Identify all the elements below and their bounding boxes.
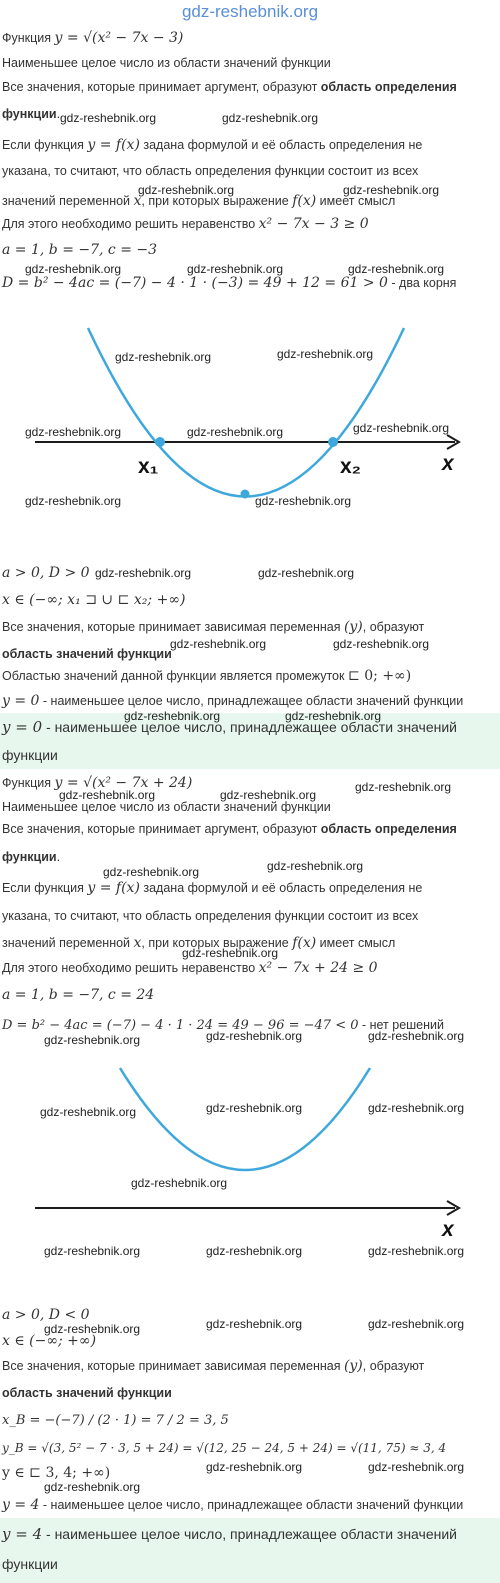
- p2-if-line1: Если функция y = f(x) задана формулой и её область определения не: [2, 880, 423, 896]
- p2-domain-line1: Все значения, которые принимает аргумент, образуют область определения: [2, 822, 457, 836]
- p2-yb: y_B = √(3, 5² − 7 · 3, 5 + 24) = √(12, 25 − 24, 5 + 24) = √(11, 75) ≈ 3, 4: [2, 1441, 447, 1455]
- p1-vertex: [241, 490, 250, 499]
- watermark: gdz-reshebnik.org: [348, 262, 445, 276]
- p1-coefficients: a = 1, b = −7, c = −3: [2, 242, 158, 258]
- p2-parabola: [120, 1068, 370, 1170]
- p1-final-answer-box: y = 0 - наименьшее целое число, принадлежащее области значений функции: [0, 713, 500, 769]
- p2-coefficients: a = 1, b = −7, c = 24: [2, 987, 155, 1003]
- watermark: gdz-reshebnik.org: [131, 1176, 228, 1190]
- watermark: gdz-reshebnik.org: [368, 1244, 465, 1258]
- watermark: gdz-reshebnik.org: [170, 637, 267, 651]
- p2-task: Наименьшее целое число из области значений функции: [2, 800, 331, 814]
- watermark: gdz-reshebnik.org: [206, 1460, 303, 1474]
- watermark: gdz-reshebnik.org: [222, 111, 319, 125]
- watermark: gdz-reshebnik.org: [59, 788, 156, 802]
- watermark: gdz-reshebnik.org: [206, 1101, 303, 1115]
- p2-parabola-graph: [0, 1060, 500, 1240]
- p1-domain-line2: функции.: [2, 107, 61, 121]
- watermark: gdz-reshebnik.org: [44, 1480, 141, 1494]
- p2-condition: a > 0, D < 0: [2, 1307, 90, 1323]
- p2-label-x: x: [442, 1218, 454, 1240]
- watermark: gdz-reshebnik.org: [258, 566, 355, 580]
- watermark: gdz-reshebnik.org: [368, 1101, 465, 1115]
- watermark: gdz-reshebnik.org: [277, 347, 374, 361]
- p2-if-line2: указана, то считают, что область определения функции состоит из всех: [2, 909, 419, 923]
- watermark: gdz-reshebnik.org: [25, 425, 122, 439]
- watermark: gdz-reshebnik.org: [44, 1322, 141, 1336]
- p1-inequality: Для этого необходимо решить неравенство x² − 7x − 3 ≥ 0: [2, 216, 369, 232]
- watermark: gdz-reshebnik.org: [267, 859, 364, 873]
- p2-range-expr: y ∈ ⊏ 3, 4; +∞): [2, 1465, 111, 1481]
- p1-function-label: Функция: [2, 31, 52, 45]
- p2-function-label: Функция: [2, 776, 52, 790]
- p1-if-line2: указана, то считают, что область определения функции состоит из всех: [2, 164, 419, 178]
- watermark: gdz-reshebnik.org: [206, 1317, 303, 1331]
- p1-function-expr: y = √(x² − 7x − 3): [54, 30, 184, 46]
- watermark: gdz-reshebnik.org: [44, 1033, 141, 1047]
- watermark: gdz-reshebnik.org: [25, 262, 122, 276]
- watermark: gdz-reshebnik.org: [187, 425, 284, 439]
- watermark: gdz-reshebnik.org: [255, 494, 352, 508]
- p2-range-line1: Все значения, которые принимает зависимая переменная (y), образуют: [2, 1358, 425, 1374]
- p2-answer: y = 4 - наименьшее целое число, принадлежащее области значений функции: [2, 1497, 464, 1513]
- p1-range-line3: Областью значений данной функции является промежуток ⊏ 0; +∞): [2, 668, 412, 684]
- watermark: gdz-reshebnik.org: [124, 709, 221, 723]
- watermark: gdz-reshebnik.org: [206, 1029, 303, 1043]
- p2-domain-line2: функции.: [2, 850, 61, 864]
- watermark: gdz-reshebnik.org: [368, 1460, 465, 1474]
- p1-parabola-graph: [0, 320, 500, 520]
- p1-answer: y = 0 - наименьшее целое число, принадлежащее области значений функции: [2, 693, 464, 709]
- p1-interval: x ∈ (−∞; x₁ ⊐ ∪ ⊏ x₂; +∞): [2, 592, 186, 608]
- p1-label-x: x: [442, 452, 454, 475]
- p2-if-line3: значений переменной x, при которых выражение f(x) имеет смысл: [2, 935, 396, 951]
- watermark: gdz-reshebnik.org: [368, 1317, 465, 1331]
- p1-task: Наименьшее целое число из области значений функции: [2, 56, 331, 70]
- watermark: gdz-reshebnik.org: [220, 788, 317, 802]
- p2-function-expr: y = √(x² − 7x + 24): [54, 775, 193, 791]
- p2-inequality: Для этого необходимо решить неравенство x² − 7x + 24 ≥ 0: [2, 960, 378, 976]
- p1-root-x1: [155, 437, 165, 447]
- watermark: gdz-reshebnik.org: [285, 709, 382, 723]
- p1-label-x1: x₁: [138, 455, 159, 478]
- p1-range-line1: Все значения, которые принимает зависимая переменная (y), образуют: [2, 619, 425, 635]
- p1-domain-line1: Все значения, которые принимает аргумент, образуют область определения: [2, 80, 457, 94]
- p2-interval: x ∈ (−∞; +∞): [2, 1333, 97, 1349]
- p2-range-line2: область значений функции: [2, 1386, 172, 1400]
- p1-root-x2: [328, 437, 338, 447]
- p1-if-line1: Если функция y = f(x) задана формулой и её область определения не: [2, 137, 423, 153]
- watermark: gdz-reshebnik.org: [115, 350, 212, 364]
- watermark: gdz-reshebnik.org: [355, 780, 452, 794]
- p1-discriminant: D = b² − 4ac = (−7) − 4 · 1 · (−3) = 49 + 12 = 61 > 0 - два корня: [2, 275, 457, 291]
- watermark: gdz-reshebnik.org: [182, 946, 279, 960]
- watermark: gdz-reshebnik.org: [368, 1029, 465, 1043]
- watermark: gdz-reshebnik.org: [206, 1244, 303, 1258]
- p1-if-line3: значений переменной x, при которых выражение f(x) имеет смысл: [2, 193, 396, 209]
- p1-condition: a > 0, D > 0: [2, 565, 90, 581]
- watermark: gdz-reshebnik.org: [343, 183, 440, 197]
- p1-label-x2: x₂: [340, 455, 362, 478]
- p2-final-answer-box: y = 4 - наименьшее целое число, принадлежащее области значений функции: [0, 1518, 500, 1583]
- watermark: gdz-reshebnik.org: [25, 494, 122, 508]
- watermark: gdz-reshebnik.org: [333, 637, 430, 651]
- watermark-header: gdz-reshebnik.org: [181, 2, 319, 21]
- watermark: gdz-reshebnik.org: [103, 865, 200, 879]
- p2-xb: x_B = −(−7) / (2 · 1) = 7 / 2 = 3, 5: [2, 1413, 229, 1428]
- p2-discriminant: D = b² − 4ac = (−7) − 4 · 1 · 24 = 49 − 96 = −47 < 0 - нет решений: [2, 1018, 444, 1033]
- p1-domain-term: область определения: [320, 80, 457, 94]
- watermark: gdz-reshebnik.org: [44, 1244, 141, 1258]
- p1-range-line2: область значений функции: [2, 647, 172, 661]
- watermark: gdz-reshebnik.org: [187, 262, 284, 276]
- p1-function-line: [2, 30, 496, 46]
- watermark: gdz-reshebnik.org: [60, 111, 157, 125]
- watermark: gdz-reshebnik.org: [40, 1105, 137, 1119]
- watermark: gdz-reshebnik.org: [353, 421, 450, 435]
- watermark: gdz-reshebnik.org: [138, 183, 235, 197]
- watermark: gdz-reshebnik.org: [95, 566, 192, 580]
